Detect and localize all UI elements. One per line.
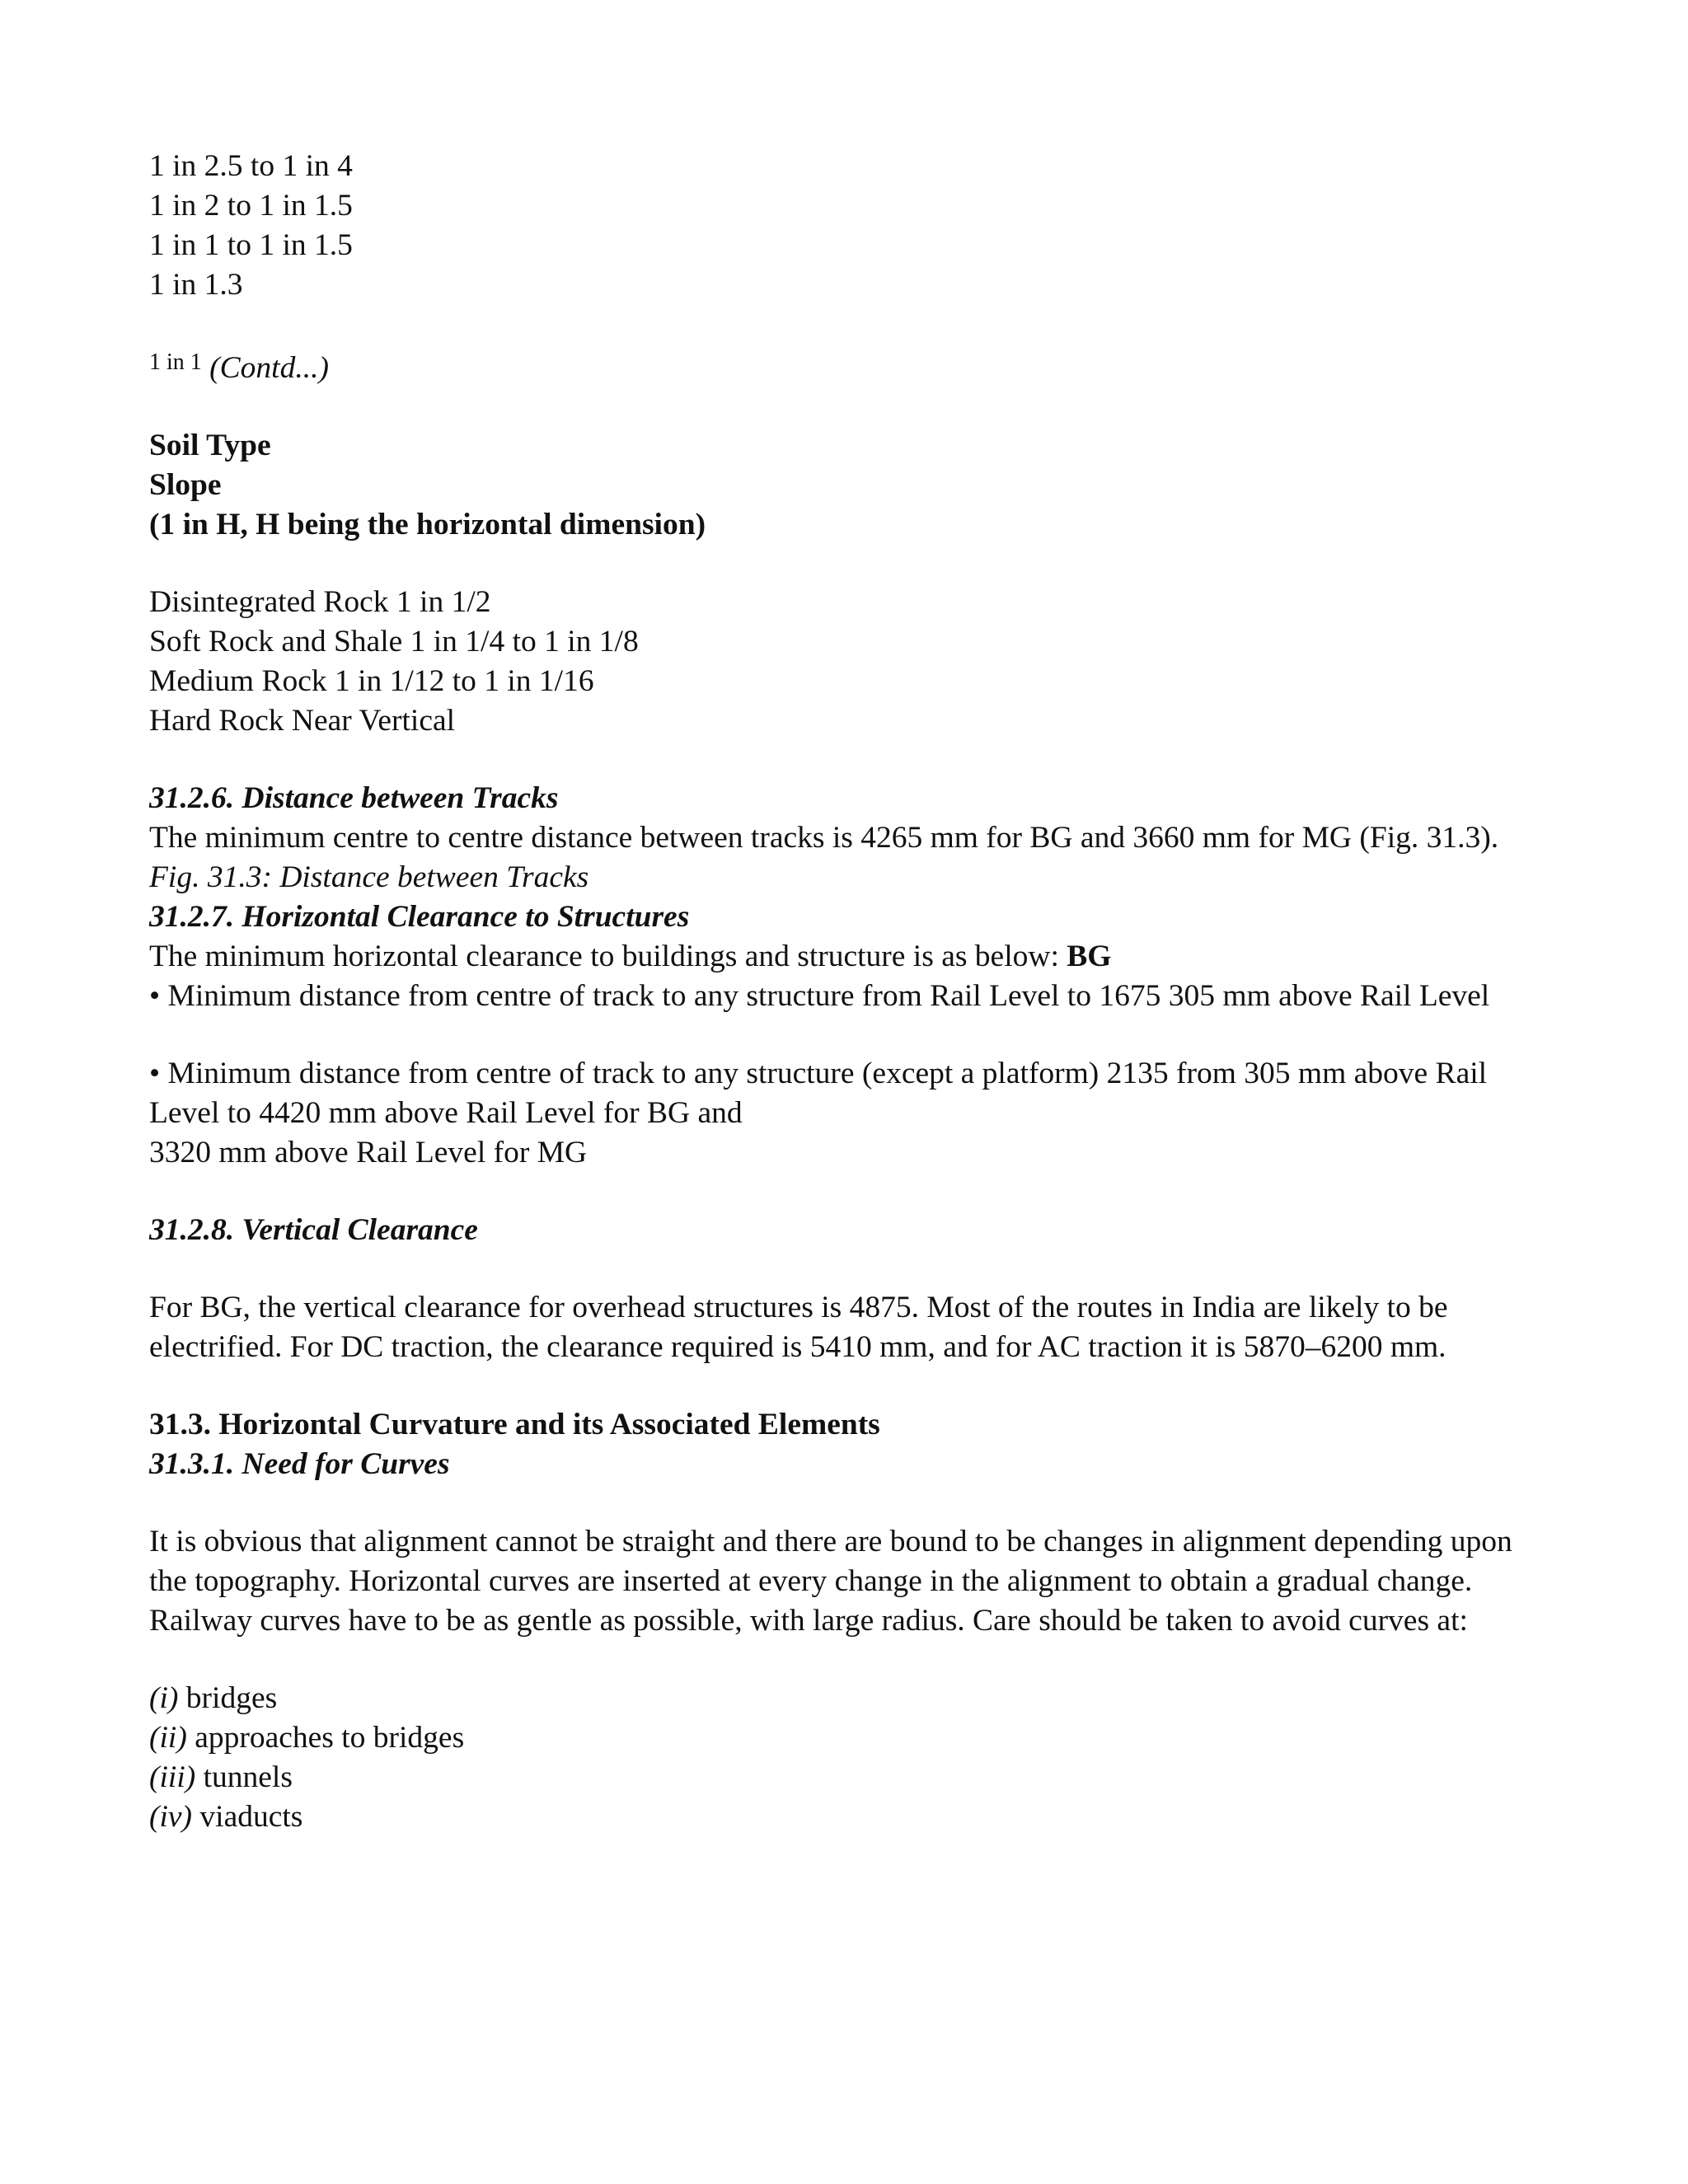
document-page (149, 147, 1550, 1837)
list-text: approaches to bridges (186, 1721, 465, 1755)
contd-line (149, 343, 1550, 388)
list-marker: (ii) (149, 1721, 187, 1755)
header-slope: Slope (149, 468, 222, 502)
header-soil-type: Soil Type (149, 429, 271, 462)
rock-row: Medium Rock 1 in 1/12 to 1 in 1/16 (149, 664, 594, 698)
list-item (149, 1718, 1550, 1758)
list-item (149, 1679, 1550, 1718)
paragraph: The minimum centre to centre distance between tracks is 4265 mm for BG and 3660 mm for MG (Fig. 31.3). (149, 821, 1499, 855)
figure-caption: Fig. 31.3: Distance between Tracks (149, 860, 589, 894)
contd-small-text: 1 in 1 (149, 349, 202, 375)
list-item (149, 1797, 1550, 1837)
slope-value: 1 in 1 to 1 in 1.5 (149, 228, 353, 262)
rock-row: Soft Rock and Shale 1 in 1/4 to 1 in 1/8 (149, 625, 639, 658)
subsection-heading: 31.3.1. Need for Curves (149, 1447, 450, 1481)
paragraph: It is obvious that alignment cannot be straight and there are bound to be changes in alignment depending upon the topography. Horizontal curves are inserted at every change in the alignment to obtain a gradual change. Railway curves have to be as gentle as possible, with large radius. Care should be taken to avoid curves at: (149, 1525, 1512, 1638)
section-31-2-8 (149, 1211, 1550, 1367)
paragraph (149, 937, 1550, 977)
list-marker: (iv) (149, 1800, 193, 1834)
intro-text: The minimum horizontal clearance to buildings and structure is as below: (149, 940, 1067, 973)
slope-value: 1 in 1.3 (149, 268, 243, 302)
bullet-item: • Minimum distance from centre of track to any structure from Rail Level to 1675 305 mm above Rail Level (149, 979, 1490, 1013)
section-heading: 31.2.7. Horizontal Clearance to Structures (149, 900, 690, 934)
list-text: bridges (178, 1681, 278, 1715)
contd-label: (Contd...) (209, 351, 329, 385)
rock-row: Disintegrated Rock 1 in 1/2 (149, 585, 491, 619)
rock-row: Hard Rock Near Vertical (149, 704, 456, 738)
slope-values-list (149, 147, 1550, 305)
slope-value: 1 in 2.5 to 1 in 4 (149, 149, 353, 183)
list-marker: (iii) (149, 1760, 196, 1794)
section-heading: 31.3. Horizontal Curvature and its Associated Elements (149, 1408, 880, 1441)
slope-value: 1 in 2 to 1 in 1.5 (149, 189, 353, 223)
rock-table-rows (149, 583, 1550, 741)
section-31-3 (149, 1405, 1550, 1837)
section-31-2-6 (149, 779, 1550, 898)
list-marker: (i) (149, 1681, 179, 1715)
section-31-2-7 (149, 898, 1550, 1173)
list-text: viaducts (192, 1800, 303, 1834)
rock-table-header (149, 426, 1550, 545)
list-item (149, 1758, 1550, 1797)
bullet-continuation: 3320 mm above Rail Level for MG (149, 1136, 588, 1169)
header-slope-note: (1 in H, H being the horizontal dimension) (149, 508, 706, 541)
list-text: tunnels (195, 1760, 293, 1794)
intro-bold-text: BG (1067, 940, 1112, 973)
section-heading: 31.2.6. Distance between Tracks (149, 781, 559, 815)
section-heading: 31.2.8. Vertical Clearance (149, 1213, 478, 1247)
bullet-item: • Minimum distance from centre of track to any structure (except a platform) 2135 from 305 mm above Rail Level to 4420 mm above Rail Level for BG and (149, 1057, 1488, 1130)
curve-avoid-list (149, 1679, 1550, 1837)
paragraph: For BG, the vertical clearance for overhead structures is 4875. Most of the routes in India are likely to be electrified. For DC traction, the clearance required is 5410 mm, and for AC traction it is 5870–6200 mm. (149, 1291, 1448, 1364)
